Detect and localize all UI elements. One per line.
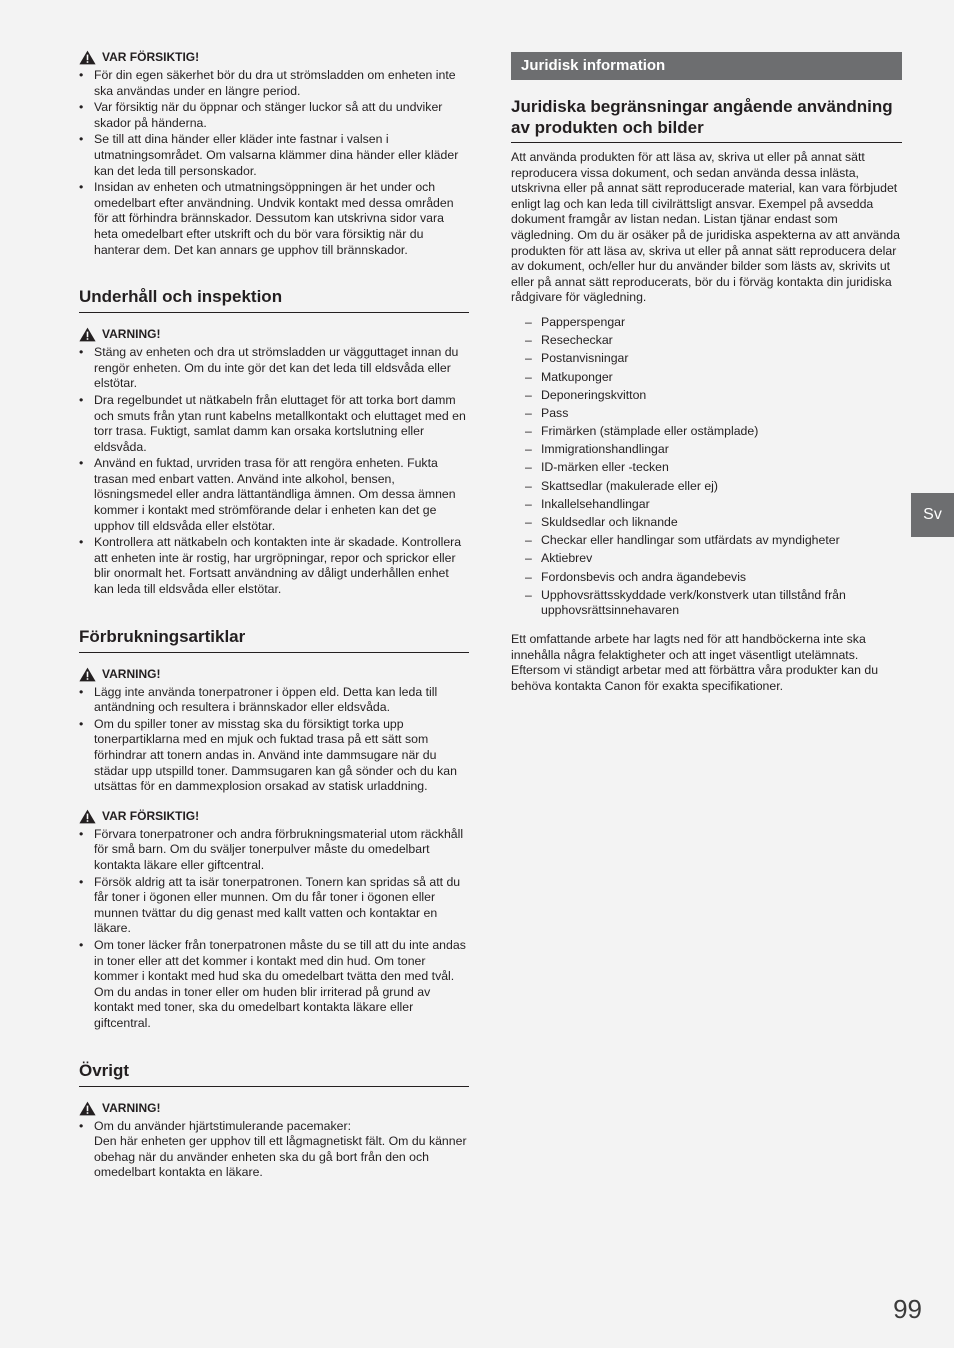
- warning-triangle-icon: [79, 327, 96, 342]
- list-item: • Försök aldrig att ta isär tonerpatronen. Tonern kan spridas så att du får toner i ögonen eller munnen. Om du får toner i ögonen eller munnen tvättar du dig genast med kallt vatten och kontaktar en läkare.: [79, 875, 469, 937]
- list-item: – Upphovsrättsskyddade verk/konstverk utan tillstånd från upphovsrättsinnehavaren: [511, 588, 902, 619]
- consumables-warning-list: [79, 685, 469, 795]
- warning-heading: [79, 1101, 469, 1116]
- language-tab: Sv: [911, 493, 954, 537]
- list-item: • Förvara tonerpatroner och andra förbrukningsmaterial utom räckhåll för små barn. Om du sväljer tonerpulver måste du omedelbart kontakta läkare eller giftcentral.: [79, 827, 469, 874]
- list-item: – Immigrationshandlingar: [511, 442, 902, 458]
- list-item: • För din egen säkerhet bör du dra ut strömsladden om enheten inte ska användas under en längre period.: [79, 68, 469, 99]
- section-title-maintenance: Underhåll och inspektion: [79, 287, 469, 313]
- list-item: – Deponeringskvitton: [511, 388, 902, 404]
- list-item: – ID-märken eller -tecken: [511, 460, 902, 476]
- list-item: – Papperspengar: [511, 315, 902, 331]
- list-item: – Resecheckar: [511, 333, 902, 349]
- warning-heading: [79, 327, 469, 342]
- legal-title: Juridiska begränsningar angående användning av produkten och bilder: [511, 96, 902, 143]
- warning-label: VARNING!: [102, 666, 161, 681]
- maintenance-list: [79, 345, 469, 598]
- list-item: – Skuldsedlar och liknande: [511, 515, 902, 531]
- list-item: • Om toner läcker från tonerpatronen måste du se till att du inte andas in toner eller att det kommer i kontakt med din hud. Om toner kommer i kontakt med hud ska du omedelbart tvätta den med tvål. Om du andas in toner eller om huden blir irriterad på grund av kontakt med toner, ska du omedelbart kontakta läkare eller giftcentral.: [79, 938, 469, 1032]
- list-item: • Dra regelbundet ut nätkabeln från eluttaget för att torka bort damm och smuts från ytan runt kabelns metallkontakt och eluttaget med en torr trasa. Fuktigt, samlat damm kan orsaka kortslutning eller eldsvåda.: [79, 393, 469, 455]
- list-item: • Se till att dina händer eller kläder inte fastnar i valsen i utmatningsområdet. Om valsarna klämmer dina händer eller kläder kan det leda till personskador.: [79, 132, 469, 179]
- right-column: [511, 52, 902, 694]
- section-title-consumables: Förbrukningsartiklar: [79, 627, 469, 653]
- document-list: [511, 315, 902, 619]
- list-item: – Pass: [511, 406, 902, 422]
- section-title-other: Övrigt: [79, 1061, 469, 1087]
- list-item: • Var försiktig när du öppnar och stänger luckor så att du undviker skador på händerna.: [79, 100, 469, 131]
- warning-triangle-icon: [79, 50, 96, 65]
- list-item: [79, 1119, 469, 1181]
- list-item: – Inkallelsehandlingar: [511, 497, 902, 513]
- warning-triangle-icon: [79, 809, 96, 824]
- list-item: • Stäng av enheten och dra ut strömsladden ur vägguttaget innan du rengör enheten. Om du inte gör det kan det leda till eldsvåda eller elstötar.: [79, 345, 469, 392]
- list-item: – Frimärken (stämplade eller ostämplade): [511, 424, 902, 440]
- list-item: – Matkuponger: [511, 370, 902, 386]
- list-item: • Kontrollera att nätkabeln och kontakten inte är skadade. Kontrollera att enheten inte är rostig, har urgröpningar, repor och sprickor eller blir onormalt het. Fortsatt användning av dåligt underhållen enhet kan leda till eldsvåda eller elstötar.: [79, 535, 469, 597]
- legal-intro: Att använda produkten för att läsa av, skriva ut eller på annat sätt reproducera vissa dokument, och sedan använda dessa inlästa, utskrivna eller på annat sätt reproducerade material, kan vara förbjudet enligt lag och kan leda till civilrättsligt ansvar. Exempel på avsedda dokument framgår av listan nedan. Listan tjänar endast som vägledning. Om du är osäker på de juridiska aspekterna av att använda produkten för att läsa av, skriva ut eller på annat sätt reproducera delar av dokument, och/eller hur du använder bilder som lästs av, skrivits ut eller på annat sätt reproducerats, bör du i förväg kontakta din juridiska rådgivare för vägledning.: [511, 150, 900, 305]
- caution-label: VAR FÖRSIKTIG!: [102, 50, 200, 64]
- list-item: • Om du spiller toner av misstag ska du försiktigt torka upp tonerpartiklarna med en mjuk och fuktad trasa på ett sätt som förhindrar att tonern andas in. Använd inte dammsugare när du städar upp utspilld toner. Dammsugaren kan gå sönder och du kan utsättas för en dammexplosion orsakad av statisk urladdning.: [79, 717, 469, 795]
- caution-label: VAR FÖRSIKTIG!: [102, 808, 200, 823]
- list-item: – Fordonsbevis och andra ägandebevis: [511, 570, 902, 586]
- section-band: Juridisk information: [511, 52, 902, 80]
- consumables-caution-list: [79, 827, 469, 1032]
- warning-label: VARNING!: [102, 327, 161, 342]
- warning-triangle-icon: [79, 667, 96, 682]
- list-item: – Skattsedlar (makulerade eller ej): [511, 479, 902, 495]
- list-item: • Lägg inte använda tonerpatroner i öppen eld. Detta kan leda till antändning och resultera i brännskador eller eldsvåda.: [79, 685, 469, 716]
- list-item-line: Om du använder hjärtstimulerande pacemaker:: [94, 1118, 351, 1133]
- warning-heading: [79, 667, 469, 682]
- list-item: – Checkar eller handlingar som utfärdats av myndigheter: [511, 533, 902, 549]
- list-item-line: Den här enheten ger upphov till ett lågmagnetiskt fält. Om du känner obehag när du använder enheten ska du gå bort från den och omedelbart kontakta en läkare.: [94, 1134, 467, 1180]
- left-column: [79, 50, 469, 1182]
- list-item: – Aktiebrev: [511, 551, 902, 567]
- caution-heading: [79, 809, 469, 824]
- legal-outro: Ett omfattande arbete har lagts ned för att handböckerna inte ska innehålla några felaktigheter och att inget väsentligt utelämnats. Eftersom vi ständigt arbetar med att förbättra våra produkter kan du behöva kontakta Canon för exakta specifikationer.: [511, 631, 879, 693]
- other-list: [79, 1119, 469, 1181]
- page-number: 99: [893, 1294, 922, 1324]
- warning-triangle-icon: [79, 1101, 96, 1116]
- list-item: • Använd en fuktad, urvriden trasa för att rengöra enheten. Fukta trasan med enbart vatten. Använd inte alkohol, bensen, lösningsmedel eller andra lättantändliga ämnen. Om dessa ämnen kommer i kontakt med strömförande delar i enheten kan det ge upphov till eldsvåda eller elstötar.: [79, 456, 469, 534]
- list-item: • Insidan av enheten och utmatningsöppningen är het under och omedelbart efter användning. Undvik kontakt med dessa områden för att förhindra brännskador. Dessutom kan utskrivna sidor vara heta omedelbart efter utskrift och du bör vara försiktig när du hanterar dem. Det kan annars ge upphov till brännskador.: [79, 180, 469, 258]
- warning-label: VARNING!: [102, 1100, 161, 1115]
- list-item: – Postanvisningar: [511, 351, 902, 367]
- caution-list: [79, 68, 469, 258]
- caution-heading: [79, 50, 469, 65]
